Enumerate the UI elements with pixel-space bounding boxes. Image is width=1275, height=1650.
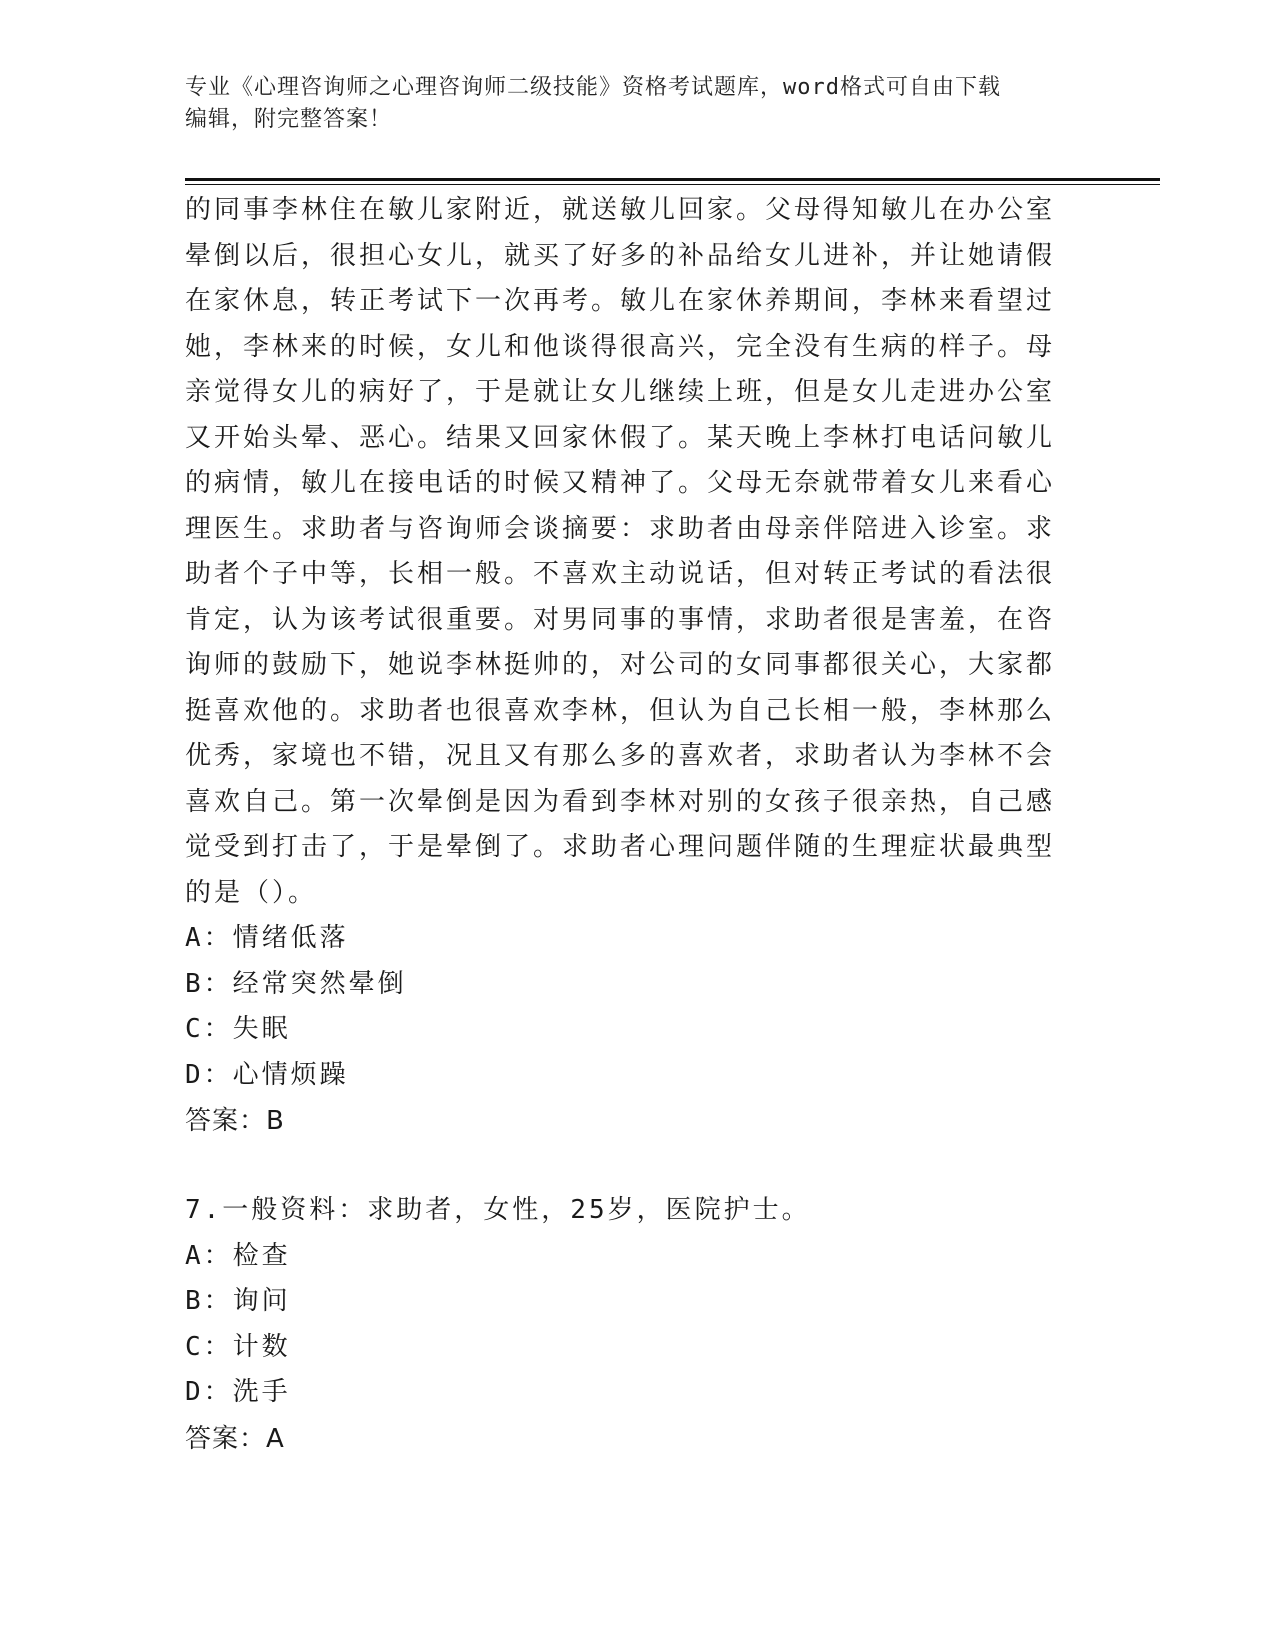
question-6-line-15: 觉受到打击了，于是晕倒了。求助者心理问题伴随的生理症状最典型 [185,832,1056,862]
question-7-answer: 答案：A [185,1423,285,1454]
question-6-line-6: 又开始头晕、恶心。结果又回家休假了。某天晚上李林打电话问敏儿 [185,422,1056,453]
question-6-answer: 答案：B [185,1106,285,1136]
question-6-option-a: A：情绪低落 [185,923,349,953]
header-divider-thick [185,178,1160,181]
question-6-block [185,188,1085,1144]
question-spacer [185,1144,1085,1188]
document-header [185,72,1085,136]
question-6-line-2: 晕倒以后，很担心女儿，就买了好多的补品给女儿进补，并让她请假 [185,240,1056,271]
question-7-stem: 7.一般资料：求助者，女性，25岁，医院护士。 [185,1195,811,1225]
question-6-line-12: 挺喜欢他的。求助者也很喜欢李林，但认为自己长相一般，李林那么 [185,695,1056,726]
question-6-line-5: 亲觉得女儿的病好了，于是就让女儿继续上班，但是女儿走进办公室 [185,377,1056,407]
question-6-line-10: 肯定，认为该考试很重要。对男同事的事情，求助者很是害羞，在咨 [185,604,1056,635]
header-line-2: 编辑，附完整答案！ [185,107,393,132]
header-line-1: 专业《心理咨询师之心理咨询师二级技能》资格考试题库，word格式可自由下载 [185,75,1001,100]
document-body [185,188,1085,1462]
question-7-option-c: C：计数 [185,1331,291,1362]
question-6-line-8: 理医生。求助者与咨询师会谈摘要：求助者由母亲伴陪进入诊室。求 [185,513,1056,544]
question-6-option-d: D：心情烦躁 [185,1059,349,1090]
question-6-line-1: 的同事李林住在敏儿家附近，就送敏儿回家。父母得知敏儿在办公室 [185,195,1056,225]
question-7-option-a: A：检查 [185,1240,291,1271]
header-divider-thin [185,184,1160,185]
question-6-line-16: 的是（）。 [185,877,318,908]
question-6-option-c: C：失眠 [185,1014,291,1044]
question-6-line-13: 优秀，家境也不错，况且又有那么多的喜欢者，求助者认为李林不会 [185,741,1056,771]
question-6-option-b: B：经常突然晕倒 [185,968,407,999]
question-7-option-b: B：询问 [185,1286,291,1316]
question-6-line-4: 她，李林来的时候，女儿和他谈得很高兴，完全没有生病的样子。母 [185,331,1056,362]
question-7-block [185,1188,1085,1462]
question-6-line-9: 助者个子中等，长相一般。不喜欢主动说话，但对转正考试的看法很 [185,559,1056,589]
question-6-line-3: 在家休息，转正考试下一次再考。敏儿在家休养期间，李林来看望过 [185,286,1056,316]
question-6-line-14: 喜欢自己。第一次晕倒是因为看到李林对别的女孩子很亲热，自己感 [185,786,1056,817]
question-7-option-d: D：洗手 [185,1377,291,1407]
question-6-line-7: 的病情，敏儿在接电话的时候又精神了。父母无奈就带着女儿来看心 [185,468,1056,498]
question-6-line-11: 询师的鼓励下，她说李林挺帅的，对公司的女同事都很关心，大家都 [185,650,1056,680]
